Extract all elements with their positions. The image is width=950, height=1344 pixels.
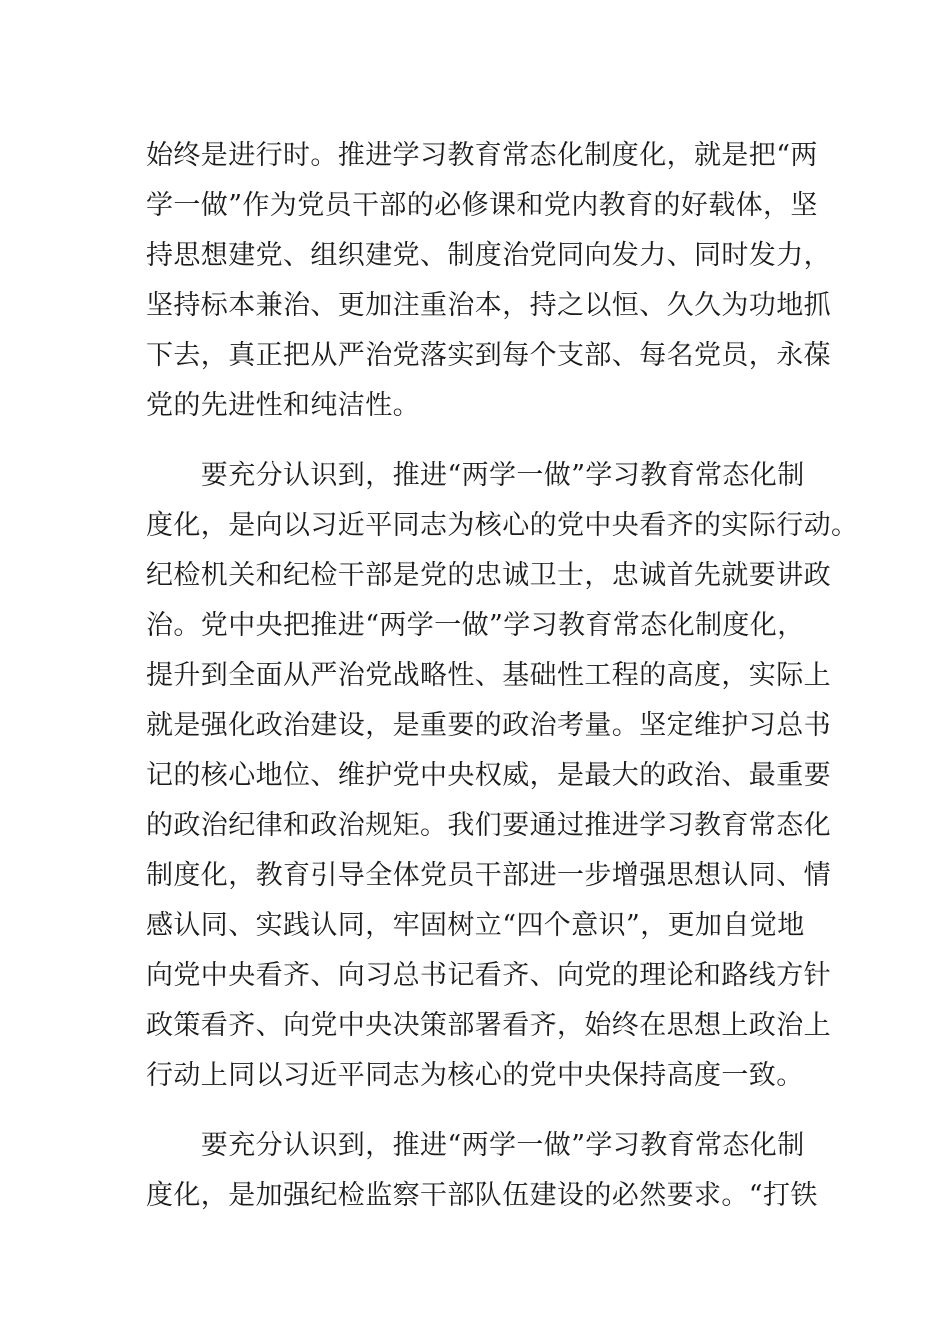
text-line: 坚持标本兼治、更加注重治本，持之以恒、久久为功地抓	[146, 290, 831, 321]
text-line: 党的先进性和纯洁性。	[146, 390, 420, 421]
text-line: 纪检机关和纪检干部是党的忠诚卫士，忠诚首先就要讲政	[146, 560, 831, 591]
text-line: 提升到全面从严治党战略性、基础性工程的高度，实际上	[146, 660, 831, 691]
paragraph-spacing	[146, 431, 806, 451]
body-text	[146, 131, 859, 1221]
text-line: 记的核心地位、维护党中央权威，是最大的政治、最重要	[146, 760, 831, 791]
text-line: 行动上同以习近平同志为核心的党中央保持高度一致。	[146, 1060, 804, 1091]
text-line: 感认同、实践认同，牢固树立“四个意识”，更加自觉地	[146, 910, 805, 941]
paragraph	[146, 131, 831, 431]
text-line: 政策看齐、向党中央决策部署看齐，始终在思想上政治上	[146, 1010, 831, 1041]
text-line: 始终是进行时。推进学习教育常态化制度化，就是把“两	[146, 140, 818, 171]
text-line: 要充分认识到，推进“两学一做”学习教育常态化制	[146, 460, 805, 491]
text-line: 下去，真正把从严治党落实到每个支部、每名党员，永葆	[146, 340, 831, 371]
text-line: 治。党中央把推进“两学一做”学习教育常态化制度化，	[146, 610, 805, 641]
text-line: 度化，是向以习近平同志为核心的党中央看齐的实际行动。	[146, 510, 859, 541]
paragraph	[146, 1121, 818, 1221]
text-line: 学一做”作为党员干部的必修课和党内教育的好载体，坚	[146, 190, 818, 221]
text-line: 持思想建党、组织建党、制度治党同向发力、同时发力，	[146, 240, 831, 271]
text-line: 要充分认识到，推进“两学一做”学习教育常态化制	[146, 1130, 805, 1161]
text-line: 制度化，教育引导全体党员干部进一步增强思想认同、情	[146, 860, 831, 891]
text-line: 的政治纪律和政治规矩。我们要通过推进学习教育常态化	[146, 810, 831, 841]
paragraph-spacing	[146, 1101, 806, 1121]
paragraph	[146, 451, 859, 1101]
text-line: 度化，是加强纪检监察干部队伍建设的必然要求。“打铁	[146, 1180, 818, 1211]
text-line: 就是强化政治建设，是重要的政治考量。坚定维护习总书	[146, 710, 831, 741]
text-line: 向党中央看齐、向习总书记看齐、向党的理论和路线方针	[146, 960, 831, 991]
